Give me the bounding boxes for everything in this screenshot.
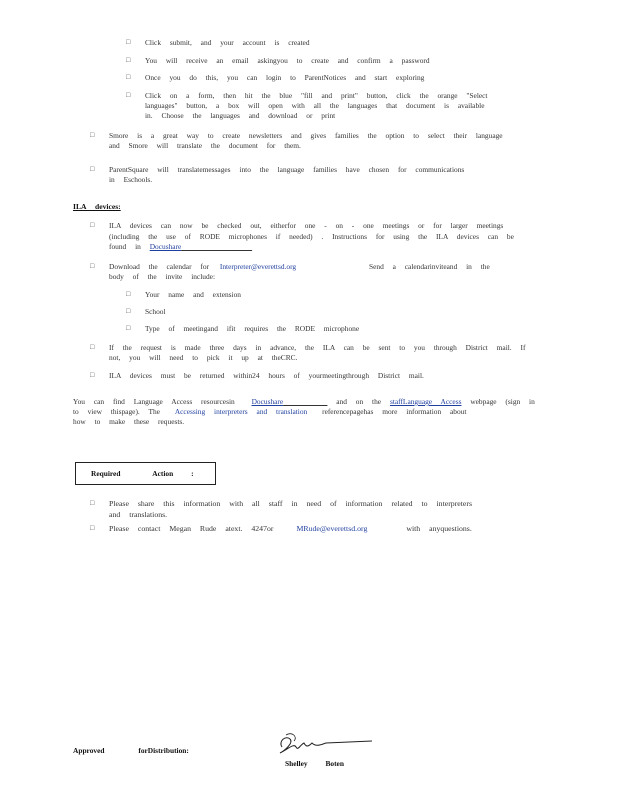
colon: : [191,469,194,478]
download-calendar-item-line2: body of the invite include: [109,272,215,281]
invite-item-school: School [145,307,166,316]
parentsquare-item: ParentSquare will translatemessages into the language families have chosen for communications [109,165,465,174]
invite-item-name: Your name and extension [145,290,241,299]
found-in-text: found in [109,242,141,251]
bullet-icon: □ [90,165,95,173]
interpreter-email-link[interactable]: Interpreter@everettsd.org [219,262,297,271]
parentsquare-item-line2: in Eschools. [109,175,153,184]
bullet-icon: □ [90,499,95,507]
approved-word: Approved [73,746,105,755]
signer-first-name: Shelley [285,759,308,768]
request-advance-item-line2: not, you will need to pick it up at theCRC. [109,353,298,362]
step-fill-and-print-line3: in. Choose the languages and download or print [145,111,336,120]
bullet-icon: □ [90,343,95,351]
smore-item-line2: and Smore will translate the document for them. [109,141,301,150]
docushare-resources-link[interactable]: Docushare [251,397,284,406]
bullet-icon: □ [90,221,95,229]
link-underline-tail [283,397,327,406]
bullet-icon: □ [126,38,131,46]
resources-paragraph [73,397,535,406]
step-account-created: Click submit, and your account is created [145,38,310,47]
ila-devices-heading: ILA devices: [73,202,121,211]
resources-text-and-on: and on the [336,397,382,406]
ila-checkout-item-line2: (including the use of RODE microphones if needed) . Instructions for using the ILA devices can be [109,232,514,241]
reference-page-text: referencepagehas more information about [322,407,467,416]
bullet-icon: □ [90,131,95,139]
invite-item-meeting-type: Type of meetingand ifit requires the RODE microphone [145,324,360,333]
bullet-icon: □ [126,324,131,332]
bullet-icon: □ [90,262,95,270]
resources-text: You can find Language Access resourcesin [73,397,235,406]
required-word: Required [91,469,121,478]
signer-name [285,759,344,768]
signer-last-name: Boten [325,759,344,768]
step-receive-email: You will receive an email askingyou to create and confirm a password [145,56,430,65]
download-text: Download the calendar for [109,262,210,271]
contact-text: Please contact Megan Rude atext. 4247or [109,524,274,533]
approved-label [73,746,189,755]
resources-paragraph-line2 [73,407,466,416]
bullet-icon: □ [90,371,95,379]
bullet-icon: □ [126,73,131,81]
bullet-icon: □ [126,91,131,99]
for-distribution-word: forDistribution: [138,746,189,755]
smore-item: Smore is a great way to create newsletters and gives families the option to select their language [109,131,503,140]
bullet-icon: □ [126,307,131,315]
action-word: Action [152,469,174,478]
bullet-icon: □ [126,56,131,64]
step-fill-and-print: Click on a form, then hit the blue "fill and print" button, click the orange "Select [145,91,488,100]
step-fill-and-print-line2: languages" button, a box will open with all the languages that document is available [145,101,485,110]
bullet-icon: □ [90,524,95,532]
mrude-email-link[interactable]: MRude@everettsd.org [296,524,368,533]
ila-checkout-item-line3 [109,242,252,251]
contact-item [109,524,472,533]
accessing-interpreters-link[interactable]: Accessing interpreters and translation [174,407,308,416]
bullet-icon: □ [126,290,131,298]
signature-image [276,729,376,759]
share-info-item: Please share this information with all staff in need of information related to interpreters [109,499,473,508]
return-devices-item: ILA devices must be returned within24 hours of yourmeetingthrough District mail. [109,371,424,380]
resources-paragraph-line3: how to make these requests. [73,417,185,426]
resources-webpage-text: webpage (sign in [470,397,535,406]
contact-questions-text: with anyquestions. [406,524,472,533]
resources-view-text: to view thispage). The [73,407,160,416]
ila-checkout-item: ILA devices can now be checked out, eitherfor one - on - one meetings or for larger meetings [109,221,504,230]
staff-language-access-link[interactable]: staffLanguage Access [389,397,462,406]
docushare-link[interactable]: Docushare [149,242,182,251]
request-advance-item: If the request is made three days in advance, the ILA can be sent to you through District mail. If [109,343,526,352]
download-calendar-item [109,262,296,271]
link-underline-tail [181,242,252,251]
share-info-item-line2: and translations. [109,510,168,519]
step-login: Once you do this, you can login to ParentNotices and start exploring [145,73,425,82]
send-invite-text: Send a calendarinviteand in the [369,262,490,271]
required-action-label [91,469,194,478]
